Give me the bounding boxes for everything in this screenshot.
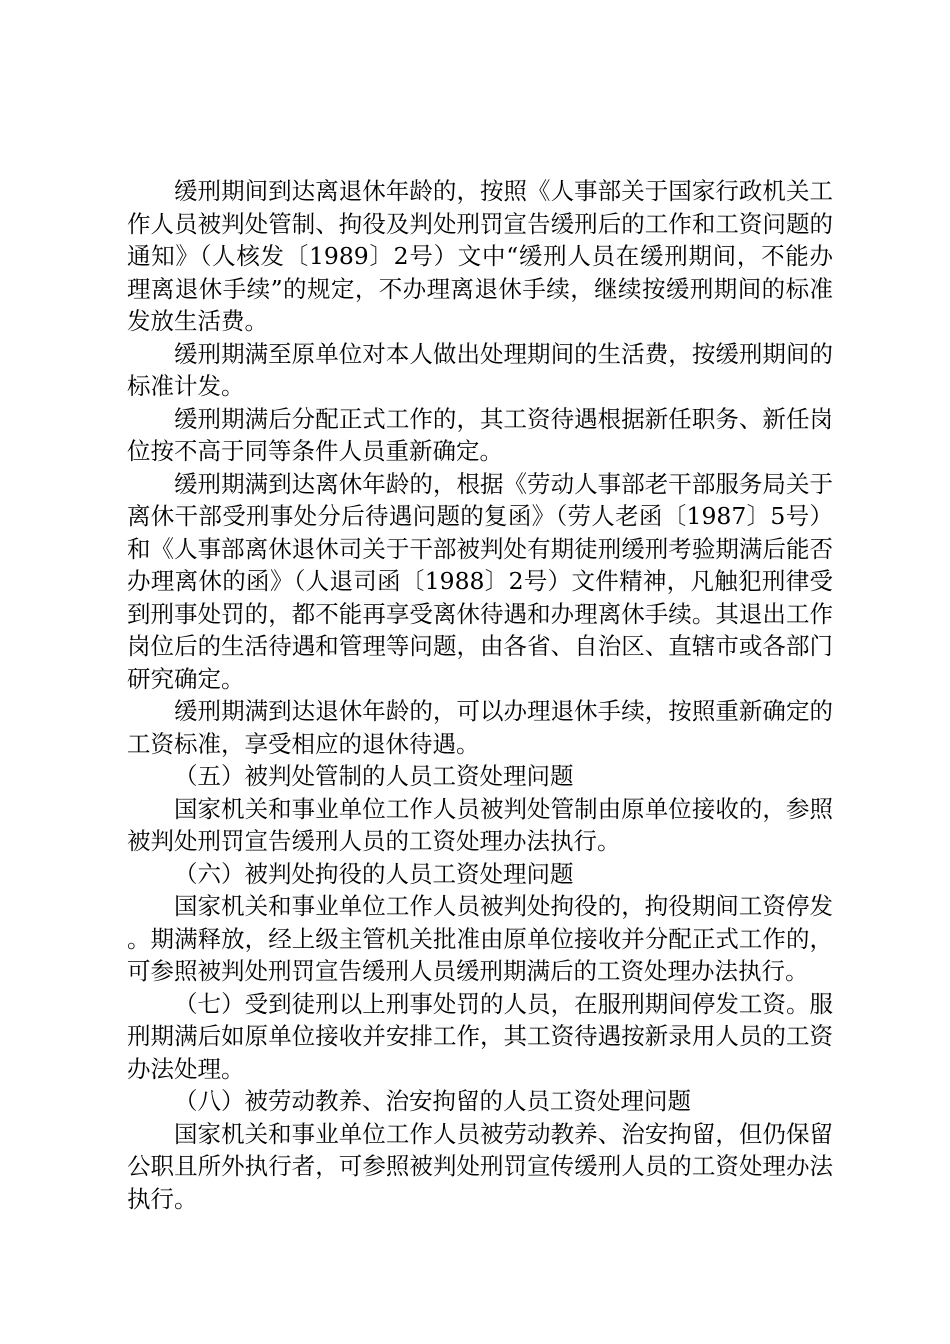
section-heading-6: （六）被判处拘役的人员工资处理问题 bbox=[174, 859, 574, 888]
paragraph-reeducation: 国家机关和事业单位工作人员被劳动教养、治安拘留，但仍保留公职且所外执行者，可参照被判处刑罚宣传缓刑人员的工资处理办法执行。 bbox=[127, 1119, 833, 1213]
document-body bbox=[127, 175, 833, 1215]
paragraph-control-sentence: 国家机关和事业单位工作人员被判处管制由原单位接收的，参照被判处刑罚宣告缓刑人员的工资处理办法执行。 bbox=[127, 794, 833, 855]
paragraph-retirement-age: 缓刑期满到达退休年龄的，可以办理退休手续，按照重新确定的工资标准，享受相应的退休待遇。 bbox=[127, 697, 833, 758]
paragraph-detention: 国家机关和事业单位工作人员被判处拘役的，拘役期间工资停发。期满释放，经上级主管机关批准由原单位接收并分配正式工作的，可参照被判处刑罚宣告缓刑人员缓刑期满后的工资处理办法执行。 bbox=[127, 892, 833, 985]
paragraph-living-allowance: 缓刑期满至原单位对本人做出处理期间的生活费，按缓刑期间的标准计发。 bbox=[127, 339, 833, 400]
paragraph-formal-assignment: 缓刑期满后分配正式工作的，其工资待遇根据新任职务、新任岗位按不高于同等条件人员重新确定。 bbox=[127, 404, 833, 465]
section-heading-5: （五）被判处管制的人员工资处理问题 bbox=[174, 762, 574, 790]
section-heading-7: （七）受到徒刑以上刑事处罚的人员，在服刑期间停发工资。服刑期满后如原单位接收并安排工作，其工资待遇按新录用人员的工资办法处理。 bbox=[127, 989, 833, 1083]
paragraph-retreat-age: 缓刑期满到达离休年龄的，根据《劳动人事部老干部服务局关于离休干部受刑事处分后待遇问题的复函》（劳人老函〔1987〕5号）和《人事部离休退休司关于干部被判处有期徒刑缓刑考验期满后能否办理离休的函》（人退司函〔1988〕2号）文件精神，凡触犯刑律受到刑事处罚的，都不能再享受离休待遇和办理离休手续。其退出工作岗位后的生活待遇和管理等问题，由各省、自治区、直辖市或各部门研究确定。 bbox=[127, 469, 833, 693]
section-heading-8: （八）被劳动教养、治安拘留的人员工资处理问题 bbox=[174, 1087, 691, 1115]
paragraph-probation-retirement-age: 缓刑期间到达离退休年龄的，按照《人事部关于国家行政机关工作人员被判处管制、拘役及判处刑罚宣告缓刑后的工作和工资问题的通知》（人核发〔1989〕2号）文中“缓刑人员在缓刑期间，不能办理离退休手续”的规定，不办理离退休手续，继续按缓刑期间的标准发放生活费。 bbox=[127, 177, 833, 335]
